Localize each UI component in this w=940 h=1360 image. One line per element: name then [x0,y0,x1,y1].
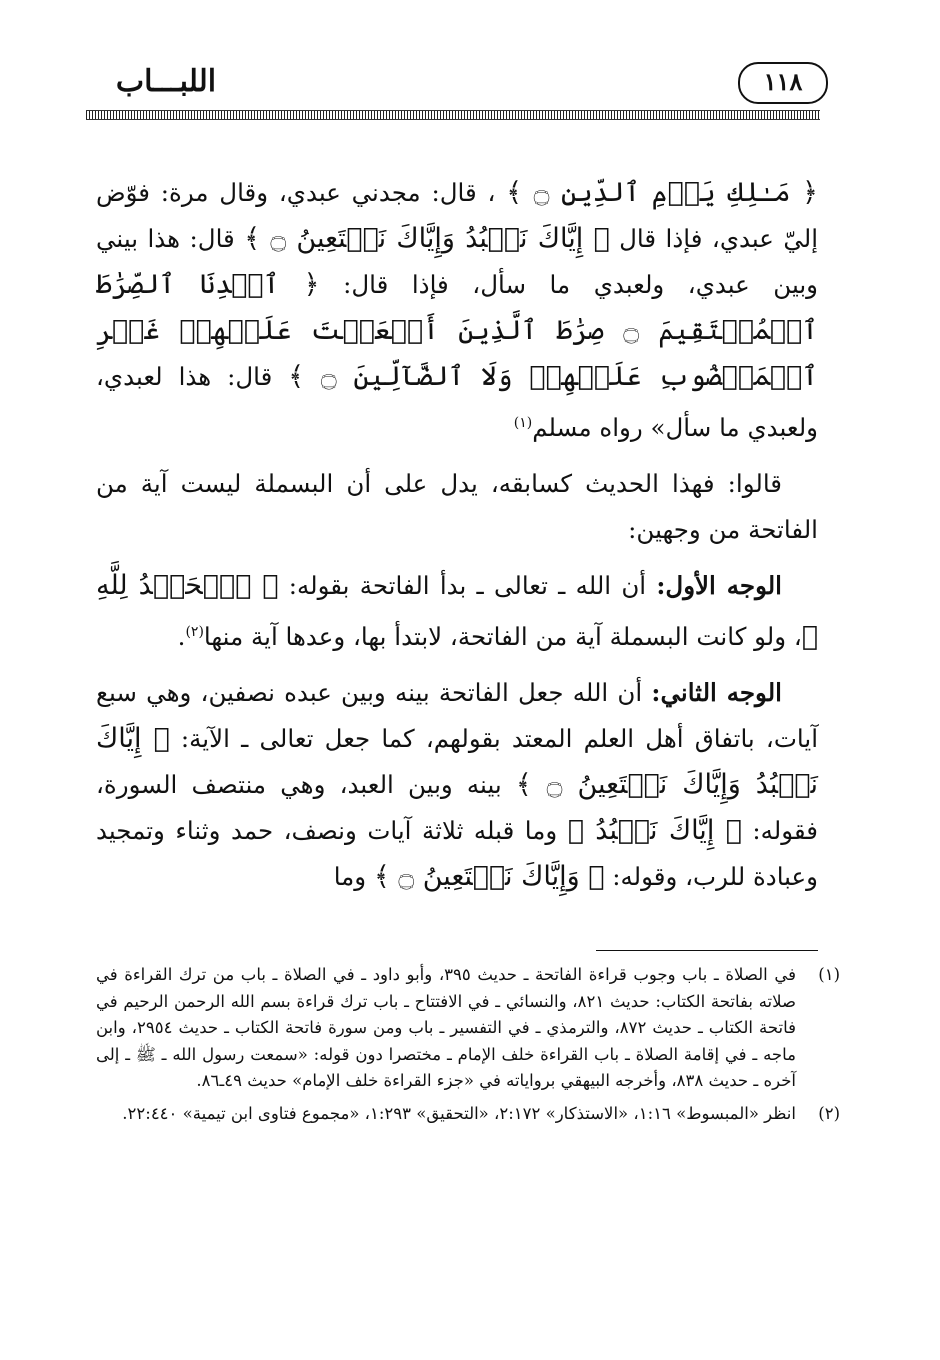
main-text [96,170,818,910]
text-run: ، ولو كانت البسملة آية من الفاتحة، لابتدأ بها، وعدها آية منها [203,622,802,652]
footnote-number: (٢) [818,1103,840,1123]
header-rule [86,110,820,120]
page-header [0,58,940,110]
quran-verse: ﴿ ٱهۡدِنَا ٱلصِّرَٰطَ ٱلۡمُسۡتَقِيمَ ۝ صِرَٰطَ ٱلَّذِينَ أَنۡعَمۡتَ عَلَيۡهِمۡ غَيۡرِ ٱلۡمَغۡضُوبِ عَلَيۡهِمۡ وَلَا ٱلضَّآلِّينَ ۝ ﴾ [96,269,819,392]
running-title: اللبـــاب [115,64,217,99]
footnote-ref: (١) [513,415,533,431]
footnote-text: انظر «المبسوط» ١:١٦، «الاستذكار» ٢:١٧٢، «التحقيق» ١:٢٩٣، «مجموع فتاوى ابن تيمية» ٢٢:٤٤٠. [122,1103,796,1123]
text-run: بينه وبين العبد، وهي منتصف السورة، فقوله: [96,770,818,846]
footnote-text: في الصلاة ـ باب وجوب قراءة الفاتحة ـ حديث ٣٩٥، وأبو داود ـ في الصلاة ـ باب من ترك القراءة في صلاته بفاتحة الكتاب: حديث ٨٢١، والنسائي ـ في الافتتاح ـ باب ترك قراءة بسم الله الرحمن الرحيم في فاتحة الكتاب ـ حديث ٨٧٢، والترمذي ـ في التفسير ـ باب ومن سورة فاتحة الكتاب ـ حديث ٢٩٥٤، وابن ماجه ـ في إقامة الصلاة ـ باب القراءة خلف الإمام ـ مختصرا دون قوله: «سمعت رسول الله ـ ﷺ ـ إلى آخره ـ حديث ٨٣٨، وأخرجه البيهقي برواياته في «جزء القراءة خلف الإمام» حديث ٤٩ـ٨٦. [96,965,796,1091]
aspect-heading: الوجه الأول: [656,571,782,601]
footnote-separator [596,950,818,951]
text-run: قال: هذا بيني وبين عبدي، ولعبدي ما سأل، فإذا قال: [96,224,819,299]
text-run: وما [333,862,367,892]
quran-verse: ﴿ وَإِيَّاكَ نَسۡتَعِينُ ۝ ﴾ [373,861,605,893]
text-run: أن الله ـ تعالى ـ بدأ الفاتحة بقوله: [288,571,647,601]
quran-verse: ﴿ ٱلۡحَمۡدُ لِلَّهِ ﴾ [96,570,818,653]
paragraph-hadith [96,170,818,451]
quran-verse: ﴿ إِيَّاكَ نَعۡبُدُ وَإِيَّاكَ نَسۡتَعِينُ ۝ ﴾ [244,223,610,254]
quran-verse: ﴿ مَـٰلِكِ يَوۡمِ ٱلدِّينِ ۝ ﴾ [506,177,818,208]
text-run: . [177,622,186,652]
text-run: ، قال: مجدني عبدي، وقال مرة: فوّض إليّ عبدي، فإذا قال [96,178,819,253]
text-run: قال: هذا لعبدي، ولعبدي ما سأل» رواه مسلم [96,362,818,443]
footnote-item [96,1101,840,1128]
footnote-number: (١) [818,965,840,984]
aspect-heading: الوجه الثاني: [651,678,782,708]
text-run: أن الله جعل الفاتحة بينه وبين عبده نصفين، وهي سبع آيات، باتفاق أهل العلم المعتد بقولهم، كما جعل تعالى ـ الآية: [96,678,818,754]
quran-verse: ﴿ إِيَّاكَ نَعۡبُدُ ﴾ [567,815,742,847]
page-number: ١١٨ [738,62,828,104]
paragraph-second-aspect [96,670,818,900]
footnotes [96,962,840,1134]
text-run: وما قبله ثلاثة آيات ونصف، حمد وثناء وتمجيد وعبادة للرب، وقوله: [96,816,818,892]
paragraph-first-aspect [96,563,818,660]
footnote-item [96,962,840,1095]
footnote-ref: (٢) [185,624,204,641]
quran-verse: ﴿ إِيَّاكَ نَعۡبُدُ وَإِيَّاكَ نَسۡتَعِينُ ۝ ﴾ [96,723,818,801]
paragraph-two-aspects: قالوا: فهذا الحديث كسابقه، يدل على أن البسملة ليست آية من الفاتحة من وجهين: [96,469,818,545]
